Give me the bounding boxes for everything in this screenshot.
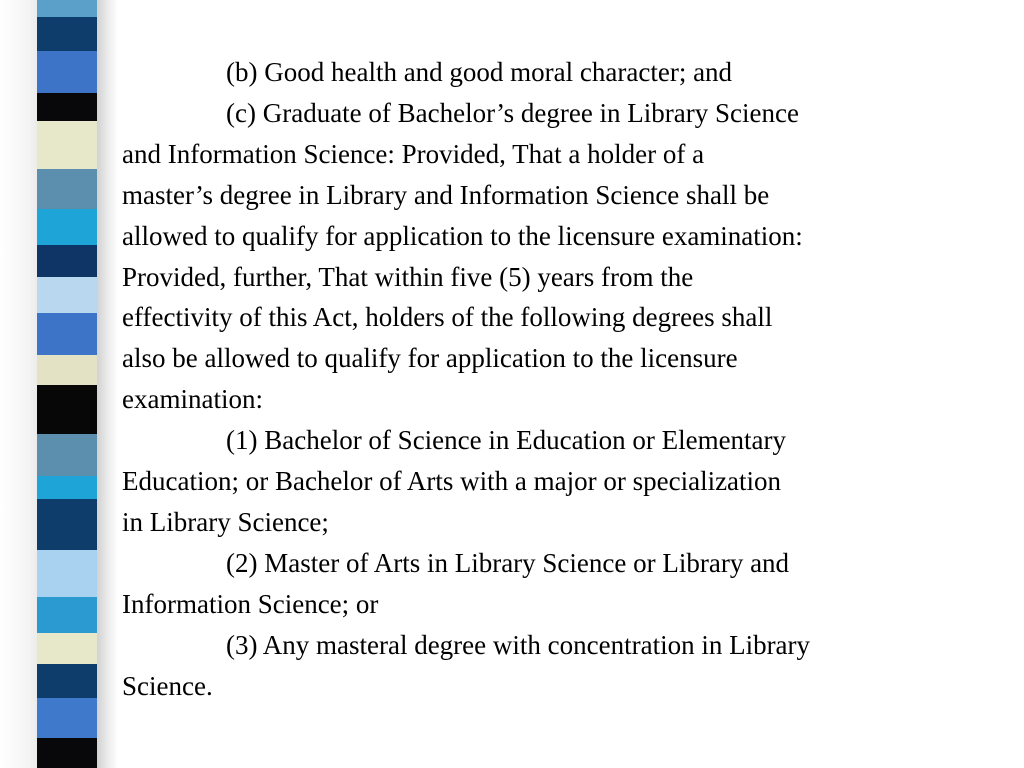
- decorative-band: [37, 277, 97, 313]
- decorative-band: [37, 385, 97, 434]
- paragraph-text: (b) Good health and good moral character; and: [226, 57, 733, 87]
- decorative-band: [37, 209, 97, 245]
- decorative-band: [37, 476, 97, 499]
- decorative-band: [37, 169, 97, 209]
- decorative-band: [37, 499, 97, 550]
- decorative-band: [37, 0, 97, 17]
- decorative-band: [37, 434, 97, 476]
- paragraph-2: [122, 543, 1002, 625]
- decorative-striped-bar: [37, 0, 97, 768]
- paragraph-text: (2) Master of Arts in Library Science or Library and Information Science; or: [122, 547, 790, 619]
- paragraph-text: (c) Graduate of Bachelor’s degree in Library Science and Information Science: Provided, That a holder of a master’s degree in Library and Information Science shall be allowed to qualify for application to the licensure examination: Provided, further, That within five (5) years from the effectivity of this Act, holders of the following degrees shall also be allowed to qualify for application to the licensure examination:: [122, 97, 803, 415]
- decorative-band: [37, 550, 97, 597]
- paragraph-text: (3) Any masteral degree with concentration in Library Science.: [122, 629, 811, 701]
- decorative-band: [37, 664, 97, 698]
- paragraph-1: [122, 420, 1002, 543]
- body-text: [122, 52, 1002, 707]
- decorative-band: [37, 633, 97, 665]
- decorative-band: [37, 17, 97, 51]
- decorative-band: [37, 597, 97, 633]
- decorative-band: [37, 738, 97, 768]
- paragraph-b: [122, 52, 1002, 93]
- decorative-band: [37, 51, 97, 93]
- decorative-band: [37, 698, 97, 738]
- paragraph-c: [122, 93, 1002, 420]
- decorative-band: [37, 313, 97, 355]
- decorative-band: [37, 245, 97, 277]
- paragraph-text: (1) Bachelor of Science in Education or Elementary Education; or Bachelor of Arts with a major or specialization in Library Science;: [122, 425, 787, 537]
- decorative-band: [37, 93, 97, 121]
- paragraph-3: [122, 625, 1002, 707]
- decorative-band: [37, 121, 97, 170]
- decorative-band: [37, 355, 97, 385]
